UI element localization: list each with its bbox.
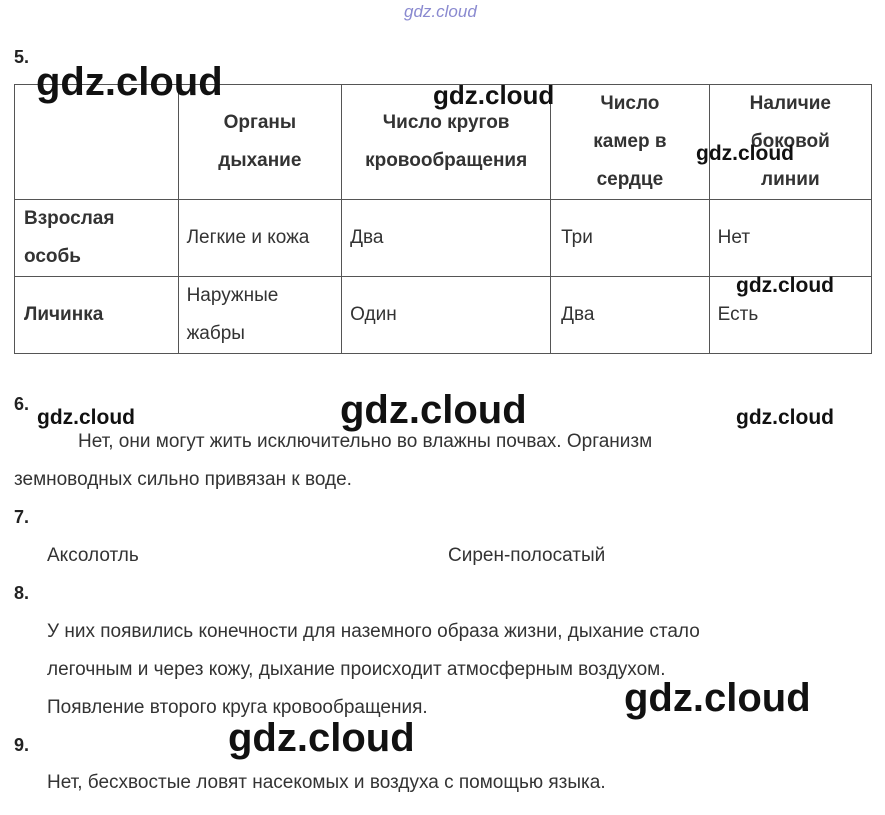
- watermark: gdz.cloud: [736, 274, 834, 297]
- question-6-number: 6.: [14, 394, 30, 414]
- question-9-number: 9.: [14, 735, 30, 755]
- question-7-answer-right: Сирен-полосатый: [448, 545, 606, 566]
- question-8-line-2: легочным и через кожу, дыхание происходит атмосферным воздухом.: [47, 659, 666, 680]
- header-cell-heart-chambers: Число камер в сердце: [551, 85, 710, 200]
- table-cell: Наружные жабры: [178, 277, 342, 354]
- watermark: gdz.cloud: [433, 80, 555, 110]
- row-label-adult: Взрослая особь: [15, 200, 179, 277]
- watermark: gdz.cloud: [36, 60, 223, 104]
- question-5-number: 5.: [14, 47, 30, 67]
- watermark: gdz.cloud: [696, 142, 794, 165]
- respiration-comparison-table: [14, 84, 872, 354]
- watermark: gdz.cloud: [37, 406, 135, 429]
- table-cell: Есть: [709, 277, 871, 354]
- table-cell: Три: [551, 200, 710, 277]
- question-9-answer: Нет, бесхвостые ловят насекомых и воздуха с помощью языка.: [47, 772, 606, 793]
- question-8-line-1: У них появились конечности для наземного образа жизни, дыхание стало: [47, 621, 700, 642]
- table-cell: Нет: [709, 200, 871, 277]
- header-cell-organs: Органы дыхание: [178, 85, 342, 200]
- question-7-answer-left: Аксолотль: [47, 545, 139, 566]
- header-cell-circulation: Число кругов кровообращения: [342, 85, 551, 200]
- table-row: [15, 200, 872, 277]
- watermark: gdz.cloud: [228, 716, 415, 760]
- row-label-larva: Личинка: [15, 277, 179, 354]
- question-7-number: 7.: [14, 507, 30, 527]
- table-cell: Два: [551, 277, 710, 354]
- watermark: gdz.cloud: [624, 676, 811, 720]
- watermark: gdz.cloud: [340, 388, 527, 432]
- table-cell: Легкие и кожа: [178, 200, 342, 277]
- watermark-top: gdz.cloud: [404, 2, 477, 21]
- question-8-line-3: Появление второго круга кровообращения.: [47, 697, 428, 718]
- question-6-answer: Нет, они могут жить исключительно во влажны почвах. Организм земноводных сильно привязан к воде.: [14, 431, 653, 490]
- question-8-number: 8.: [14, 583, 30, 603]
- watermark: gdz.cloud: [736, 406, 834, 429]
- table-cell: Два: [342, 200, 551, 277]
- table-cell: Один: [342, 277, 551, 354]
- header-cell-lateral-line: Наличие боковой линии: [709, 85, 871, 200]
